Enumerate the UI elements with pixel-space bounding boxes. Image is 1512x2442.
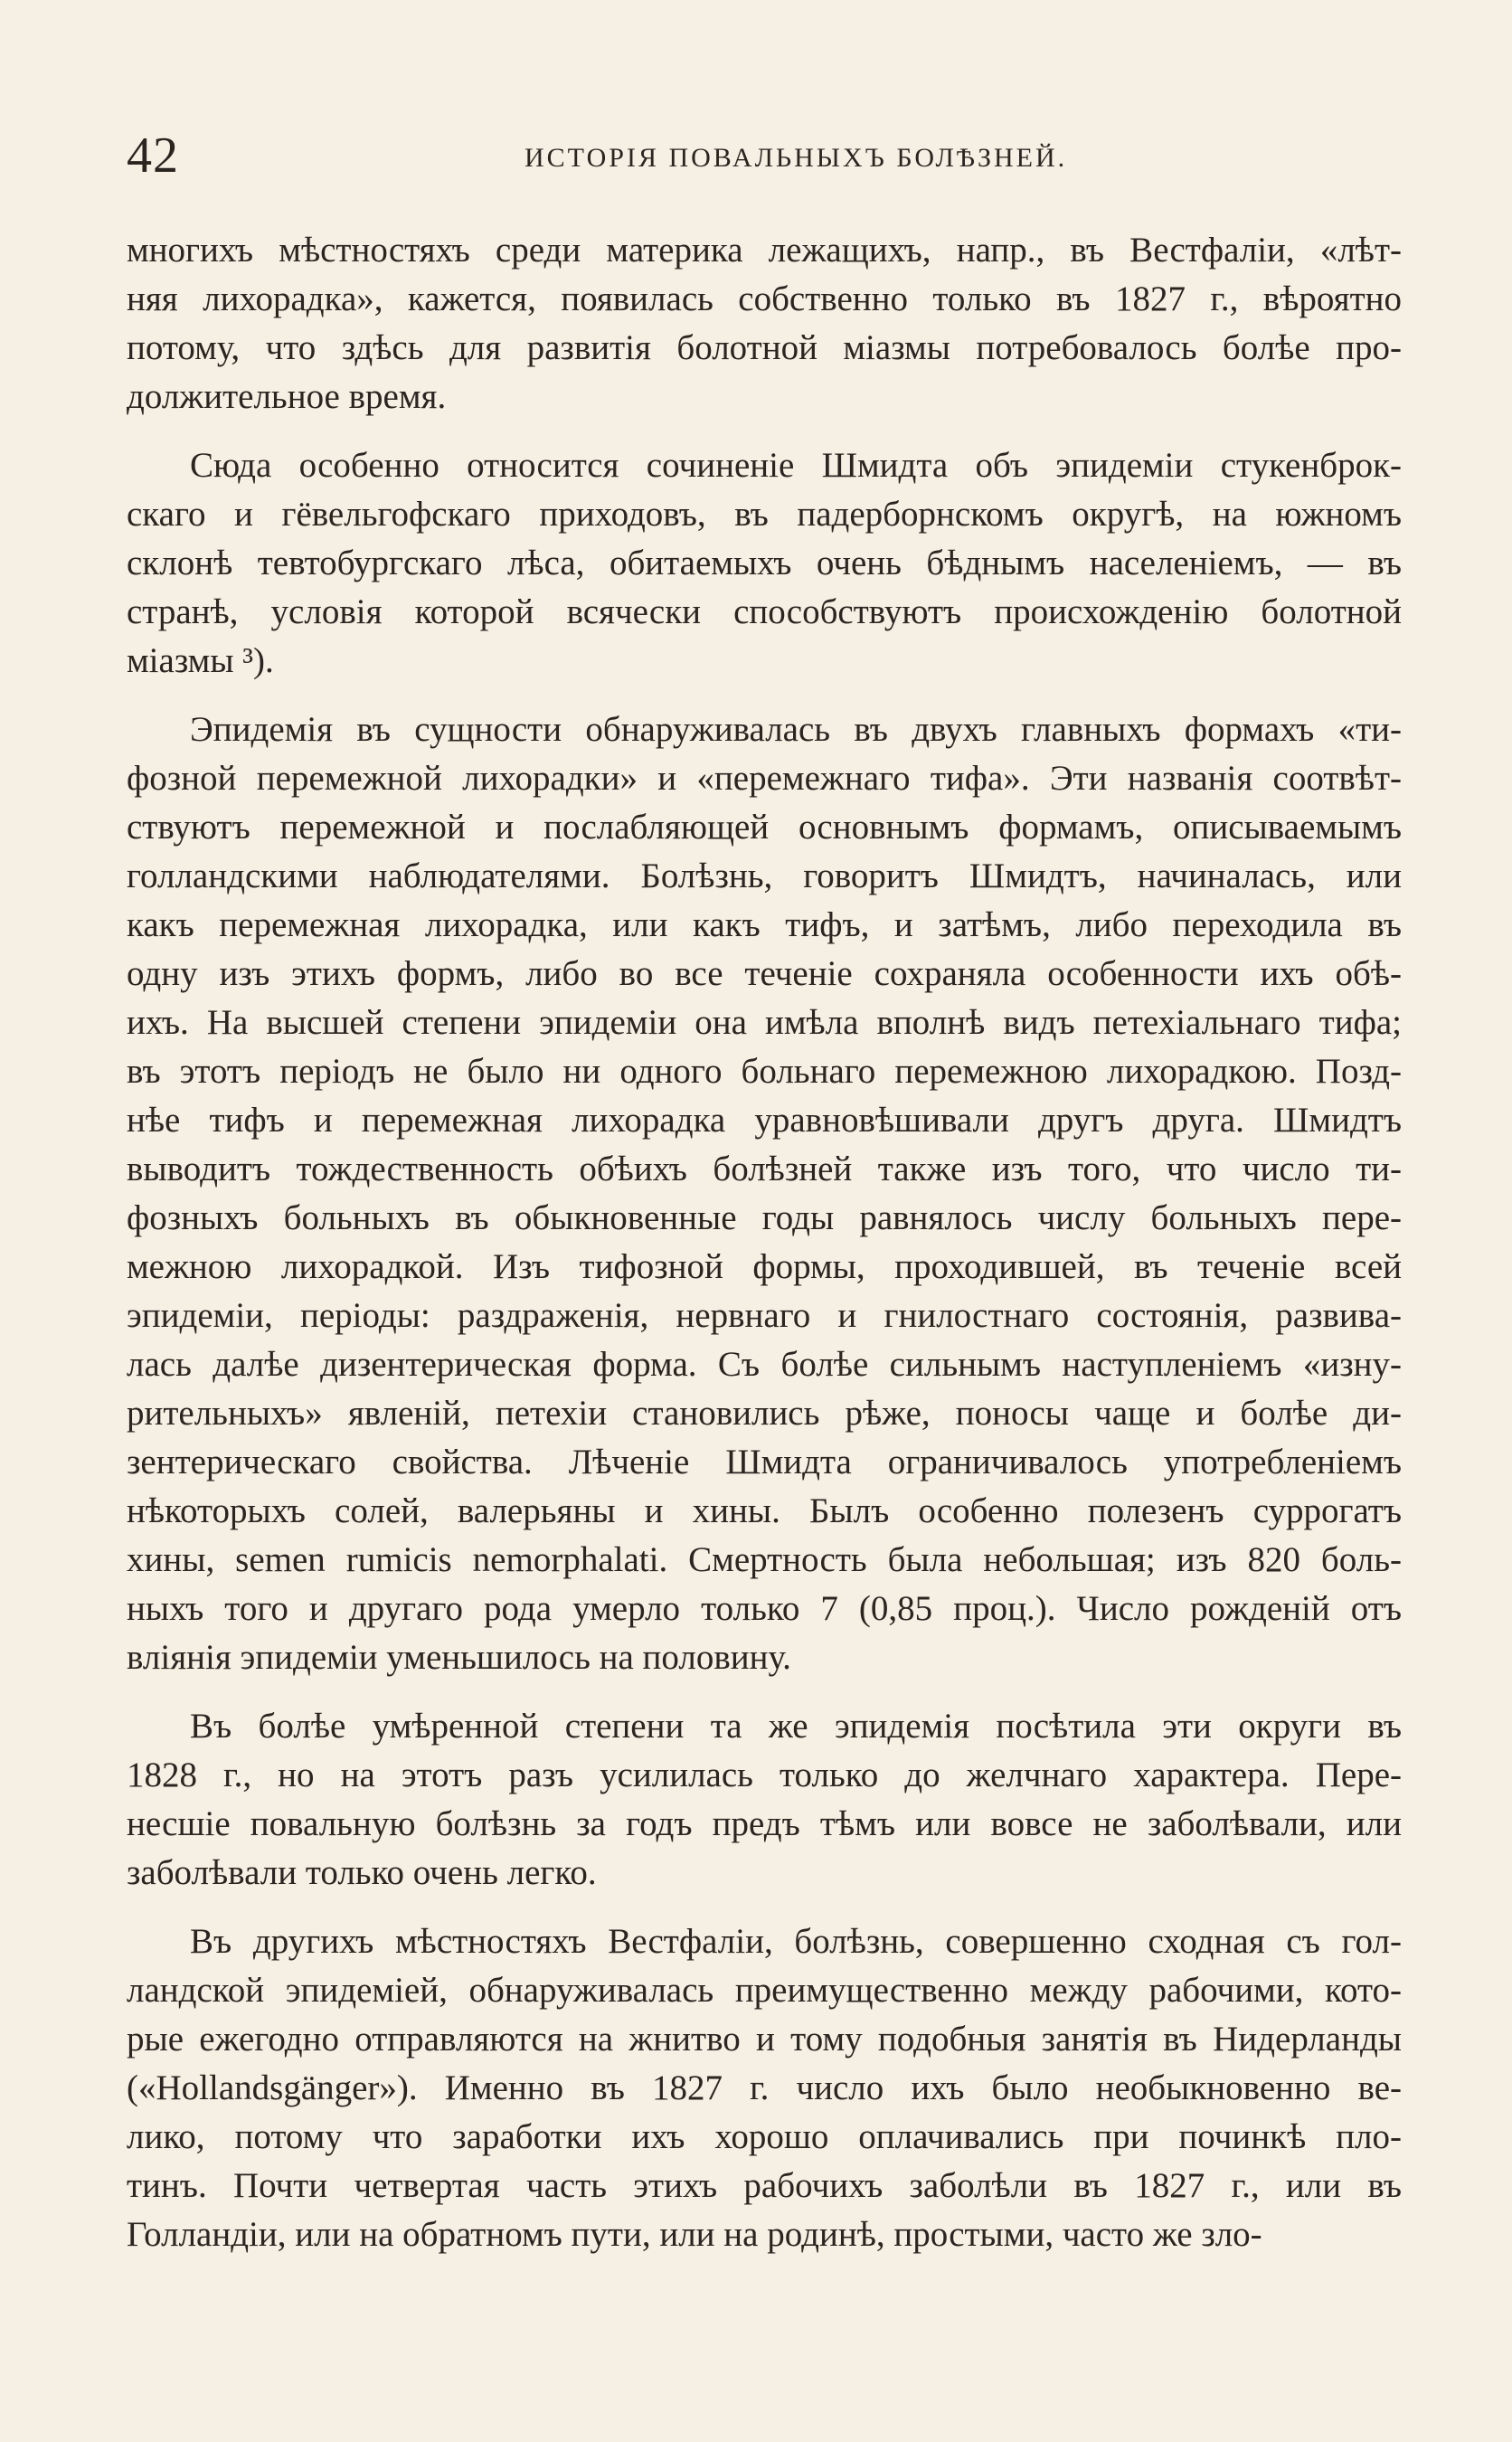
paragraph-gap	[127, 686, 1402, 705]
text-line: Сюда особенно относится сочиненіе Шмидта объ эпидеміи стукенброк-	[190, 446, 1402, 485]
text-line: няя лихорадка», кажется, появилась собственно только въ 1827 г., вѣроятно	[127, 279, 1402, 318]
paragraph-gap	[127, 1682, 1402, 1702]
text-line: въ этотъ періодъ не было ни одного больнаго перемежною лихорадкою. Позд-	[127, 1052, 1402, 1091]
text-line: выводитъ тождественность обѣихъ болѣзней также изъ того, что число ти-	[127, 1150, 1402, 1188]
text-line: голландскими наблюдателями. Болѣзнь, говоритъ Шмидтъ, начиналась, или	[127, 857, 1402, 895]
text-line: міазмы ³).	[127, 641, 274, 680]
text-line: нѣкоторыхъ солей, валерьяны и хины. Былъ особенно полезенъ суррогатъ	[127, 1491, 1402, 1530]
running-head: ИСТОРІЯ ПОВАЛЬНЫХЪ БОЛѢЗНЕЙ.	[524, 143, 1068, 173]
paragraph	[127, 226, 1402, 421]
text-line: лико, потому что заработки ихъ хорошо оплачивались при починкѣ пло-	[127, 2117, 1402, 2156]
text-line: рые ежегодно отправляются на жнитво и тому подобныя занятія въ Нидерланды	[127, 2020, 1402, 2059]
paragraph	[127, 1702, 1402, 1898]
paragraph	[127, 1917, 1402, 2259]
text-line: 1828 г., но на этотъ разъ усилилась только до желчнаго характера. Пере-	[127, 1756, 1402, 1794]
text-line: ствуютъ перемежной и послабляющей основнымъ формамъ, описываемымъ	[127, 808, 1402, 847]
text-line: вліянія эпидеміи уменьшилось на половину.	[127, 1638, 791, 1677]
text-line: фозной перемежной лихорадки» и «перемежнаго тифа». Эти названія соотвѣт-	[127, 759, 1402, 798]
page-header	[127, 127, 1402, 199]
text-line: склонѣ тевтобургскаго лѣса, обитаемыхъ очень бѣднымъ населеніемъ, — въ	[127, 544, 1402, 582]
text-line: заболѣвали только очень легко.	[127, 1853, 597, 1892]
text-line: ландской эпидеміей, обнаруживалась преимущественно между рабочими, кото-	[127, 1971, 1402, 2010]
paragraph-gap	[127, 1898, 1402, 1917]
text-line: хины, semen rumicis nemorphalati. Смертность была небольшая; изъ 820 боль-	[127, 1540, 1402, 1579]
text-line: Голландіи, или на обратномъ пути, или на родинѣ, простыми, часто же зло-	[127, 2215, 1262, 2254]
text-line: эпидеміи, періоды: раздраженія, нервнаго и гнилостнаго состоянія, развива-	[127, 1296, 1402, 1335]
text-line: ихъ. На высшей степени эпидеміи она имѣла вполнѣ видъ петехіальнаго тифа;	[127, 1003, 1402, 1042]
text-line: скаго и гёвельгофскаго приходовъ, въ падерборнскомъ округѣ, на южномъ	[127, 495, 1402, 534]
text-line: Въ другихъ мѣстностяхъ Вестфаліи, болѣзнь, совершенно сходная съ гол-	[190, 1922, 1402, 1961]
paragraph	[127, 441, 1402, 686]
text-line: несшіе повальную болѣзнь за годъ предъ тѣмъ или вовсе не заболѣвали, или	[127, 1804, 1402, 1843]
text-line: рительныхъ» явленій, петехіи становились рѣже, поносы чаще и болѣе ди-	[127, 1394, 1402, 1433]
text-line: какъ перемежная лихорадка, или какъ тифъ, и затѣмъ, либо переходила въ	[127, 905, 1402, 944]
body-text	[127, 226, 1402, 2259]
text-line: («Hollandsgänger»). Именно въ 1827 г. число ихъ было необыкновенно ве-	[127, 2068, 1402, 2107]
text-line: межною лихорадкой. Изъ тифозной формы, проходившей, въ теченіе всей	[127, 1247, 1402, 1286]
text-line: многихъ мѣстностяхъ среди материка лежащихъ, напр., въ Вестфаліи, «лѣт-	[127, 231, 1402, 270]
text-line: фозныхъ больныхъ въ обыкновенные годы равнялось числу больныхъ пере-	[127, 1198, 1402, 1237]
paragraph-gap	[127, 421, 1402, 441]
text-line: Въ болѣе умѣренной степени та же эпидемія посѣтила эти округи въ	[190, 1707, 1402, 1746]
text-line: одну изъ этихъ формъ, либо во все теченіе сохраняла особенности ихъ обѣ-	[127, 954, 1402, 993]
paragraph	[127, 705, 1402, 1682]
text-line: ныхъ того и другаго рода умерло только 7 (0,85 проц.). Число рожденій отъ	[127, 1589, 1402, 1628]
text-line: лась далѣе дизентерическая форма. Съ болѣе сильнымъ наступленіемъ «изну-	[127, 1345, 1402, 1384]
page-number: 42	[127, 128, 179, 184]
text-line: зентерическаго свойства. Лѣченіе Шмидта ограничивалось употребленіемъ	[127, 1443, 1402, 1481]
text-line: потому, что здѣсь для развитія болотной міазмы потребовалось болѣе про-	[127, 328, 1402, 367]
text-line: Эпидемія въ сущности обнаруживалась въ двухъ главныхъ формахъ «ти-	[190, 710, 1402, 749]
text-line: нѣе тифъ и перемежная лихорадка уравновѣшивали другъ друга. Шмидтъ	[127, 1101, 1402, 1140]
text-line: должительное время.	[127, 377, 447, 416]
text-line: тинъ. Почти четвертая часть этихъ рабочихъ заболѣли въ 1827 г., или въ	[127, 2166, 1402, 2205]
text-line: странѣ, условія которой всячески способствуютъ происхожденію болотной	[127, 592, 1402, 631]
